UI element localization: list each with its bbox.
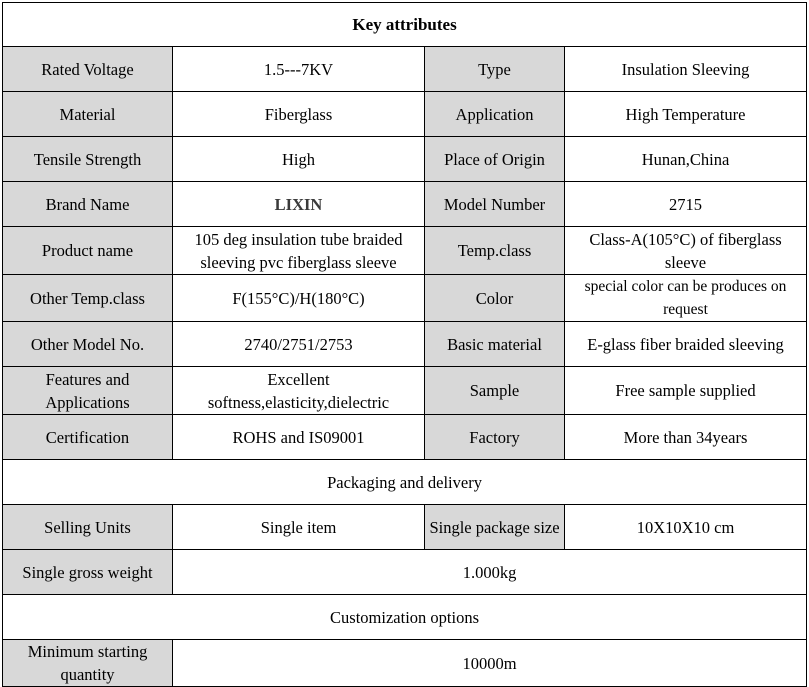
table-row xyxy=(3,182,807,227)
min-quantity-value: 10000m xyxy=(173,640,807,687)
table-row xyxy=(3,275,807,322)
attribute-label: Rated Voltage xyxy=(3,47,173,92)
table-row xyxy=(3,640,807,687)
attribute-value: E-glass fiber braided sleeving xyxy=(565,322,807,367)
customization-heading: Customization options xyxy=(3,595,807,640)
table-row xyxy=(3,322,807,367)
attribute-value: Free sample supplied xyxy=(565,367,807,415)
gross-weight-value: 1.000kg xyxy=(173,550,807,595)
attribute-label: Certification xyxy=(3,415,173,460)
attribute-label: Factory xyxy=(425,415,565,460)
table-row xyxy=(3,367,807,415)
table-row xyxy=(3,92,807,137)
table-row xyxy=(3,550,807,595)
attribute-value: special color can be produces on request xyxy=(565,275,807,322)
attribute-label: Color xyxy=(425,275,565,322)
selling-units-label: Selling Units xyxy=(3,505,173,550)
table-row xyxy=(3,137,807,182)
package-size-label: Single package size xyxy=(425,505,565,550)
attribute-label: Temp.class xyxy=(425,227,565,275)
table-title: Key attributes xyxy=(3,3,807,47)
attribute-label: Product name xyxy=(3,227,173,275)
table-row xyxy=(3,415,807,460)
attribute-value: More than 34years xyxy=(565,415,807,460)
attribute-value: Insulation Sleeving xyxy=(565,47,807,92)
package-size-value: 10X10X10 cm xyxy=(565,505,807,550)
attribute-label: Basic material xyxy=(425,322,565,367)
attribute-label: Material xyxy=(3,92,173,137)
attribute-value: Class-A(105°C) of fiberglass sleeve xyxy=(565,227,807,275)
attribute-label: Other Model No. xyxy=(3,322,173,367)
attribute-label: Place of Origin xyxy=(425,137,565,182)
attribute-value: 2740/2751/2753 xyxy=(173,322,425,367)
attribute-value: High Temperature xyxy=(565,92,807,137)
attribute-label: Features and Applications xyxy=(3,367,173,415)
table-row xyxy=(3,47,807,92)
attribute-value: 105 deg insulation tube braided sleeving pvc fiberglass sleeve xyxy=(173,227,425,275)
brand-name-value: LIXIN xyxy=(173,182,425,227)
attribute-label: Brand Name xyxy=(3,182,173,227)
attribute-value: F(155°C)/H(180°C) xyxy=(173,275,425,322)
attribute-label: Tensile Strength xyxy=(3,137,173,182)
attribute-value: ROHS and IS09001 xyxy=(173,415,425,460)
packaging-heading: Packaging and delivery xyxy=(3,460,807,505)
min-quantity-label: Minimum starting quantity xyxy=(3,640,173,687)
attribute-value: 2715 xyxy=(565,182,807,227)
table-row xyxy=(3,227,807,275)
attribute-label: Other Temp.class xyxy=(3,275,173,322)
key-attributes-table xyxy=(2,2,807,687)
attribute-label: Type xyxy=(425,47,565,92)
attribute-value: Excellent softness,elasticity,dielectric xyxy=(173,367,425,415)
attribute-label: Application xyxy=(425,92,565,137)
attribute-label: Sample xyxy=(425,367,565,415)
attribute-value: 1.5---7KV xyxy=(173,47,425,92)
attribute-value: Hunan,China xyxy=(565,137,807,182)
selling-units-value: Single item xyxy=(173,505,425,550)
attribute-value: Fiberglass xyxy=(173,92,425,137)
table-row xyxy=(3,505,807,550)
attribute-label: Model Number xyxy=(425,182,565,227)
gross-weight-label: Single gross weight xyxy=(3,550,173,595)
attribute-value: High xyxy=(173,137,425,182)
